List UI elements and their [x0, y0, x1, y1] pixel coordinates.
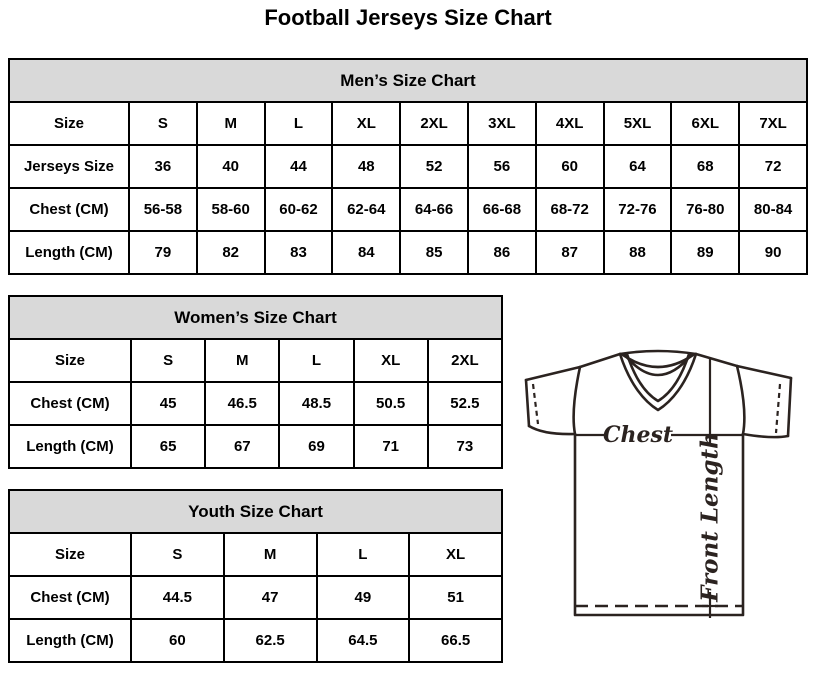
- value-cell: 2XL: [400, 102, 468, 145]
- left-sleeve-cuff-dashed-line: [533, 384, 538, 424]
- value-cell: L: [317, 533, 410, 576]
- value-cell: S: [129, 102, 197, 145]
- value-cell: 56-58: [129, 188, 197, 231]
- value-cell: 44.5: [131, 576, 224, 619]
- value-cell: 65: [131, 425, 205, 468]
- value-cell: S: [131, 339, 205, 382]
- value-cell: 6XL: [671, 102, 739, 145]
- value-cell: 58-60: [197, 188, 265, 231]
- value-cell: 49: [317, 576, 410, 619]
- value-cell: 60-62: [265, 188, 333, 231]
- womens-size-table: [8, 295, 503, 469]
- value-cell: 48.5: [279, 382, 353, 425]
- value-cell: 52.5: [428, 382, 502, 425]
- value-cell: 88: [604, 231, 672, 274]
- table-row: [9, 576, 502, 619]
- value-cell: 68: [671, 145, 739, 188]
- value-cell: 71: [354, 425, 428, 468]
- front-length-label: Front Length: [696, 432, 724, 602]
- womens-table-title: Women’s Size Chart: [9, 296, 502, 339]
- mens-table-title: Men’s Size Chart: [9, 59, 807, 102]
- value-cell: 4XL: [536, 102, 604, 145]
- row-label-cell: Length (CM): [9, 425, 131, 468]
- value-cell: M: [197, 102, 265, 145]
- value-cell: 51: [409, 576, 502, 619]
- value-cell: 87: [536, 231, 604, 274]
- value-cell: 66-68: [468, 188, 536, 231]
- value-cell: 67: [205, 425, 279, 468]
- value-cell: 83: [265, 231, 333, 274]
- value-cell: 60: [131, 619, 224, 662]
- value-cell: 84: [332, 231, 400, 274]
- value-cell: 48: [332, 145, 400, 188]
- value-cell: L: [279, 339, 353, 382]
- row-label-cell: Jerseys Size: [9, 145, 129, 188]
- left-sleeve-outer-edge: [526, 380, 529, 426]
- right-sleeve-bottom-edge: [743, 434, 788, 437]
- right-sleeve-cuff-dashed-line: [776, 384, 780, 433]
- value-cell: 36: [129, 145, 197, 188]
- value-cell: XL: [332, 102, 400, 145]
- value-cell: 68-72: [536, 188, 604, 231]
- table-row: [9, 188, 807, 231]
- value-cell: 64-66: [400, 188, 468, 231]
- left-armhole-seam: [574, 367, 580, 434]
- table-title-row: [9, 59, 807, 102]
- value-cell: 66.5: [409, 619, 502, 662]
- value-cell: M: [205, 339, 279, 382]
- page-title: Football Jerseys Size Chart: [264, 5, 552, 30]
- value-cell: 50.5: [354, 382, 428, 425]
- value-cell: 82: [197, 231, 265, 274]
- row-label-cell: Size: [9, 339, 131, 382]
- value-cell: 44: [265, 145, 333, 188]
- row-label-cell: Length (CM): [9, 231, 129, 274]
- row-label-cell: Chest (CM): [9, 382, 131, 425]
- table-row: [9, 619, 502, 662]
- value-cell: 86: [468, 231, 536, 274]
- youth-size-table: [8, 489, 503, 663]
- table-row: [9, 533, 502, 576]
- row-label-cell: Chest (CM): [9, 576, 131, 619]
- value-cell: 62-64: [332, 188, 400, 231]
- left-shoulder-seam: [526, 354, 620, 380]
- value-cell: 2XL: [428, 339, 502, 382]
- collar-top-edge: [620, 351, 696, 354]
- value-cell: 80-84: [739, 188, 807, 231]
- table-row: [9, 145, 807, 188]
- value-cell: 60: [536, 145, 604, 188]
- row-label-cell: Size: [9, 533, 131, 576]
- mens-size-table: [8, 58, 808, 275]
- table-title-row: [9, 490, 502, 533]
- value-cell: 69: [279, 425, 353, 468]
- value-cell: 45: [131, 382, 205, 425]
- value-cell: 72: [739, 145, 807, 188]
- youth-table-title: Youth Size Chart: [9, 490, 502, 533]
- left-sleeve-bottom-edge: [529, 426, 575, 434]
- value-cell: 64.5: [317, 619, 410, 662]
- value-cell: M: [224, 533, 317, 576]
- jersey-outline-drawing: [510, 340, 810, 640]
- value-cell: 79: [129, 231, 197, 274]
- right-sleeve-outer-edge: [788, 378, 791, 436]
- value-cell: 3XL: [468, 102, 536, 145]
- value-cell: L: [265, 102, 333, 145]
- value-cell: 73: [428, 425, 502, 468]
- row-label-cell: Length (CM): [9, 619, 131, 662]
- value-cell: 52: [400, 145, 468, 188]
- table-row: [9, 425, 502, 468]
- row-label-cell: Chest (CM): [9, 188, 129, 231]
- value-cell: XL: [409, 533, 502, 576]
- value-cell: 40: [197, 145, 265, 188]
- table-row: [9, 231, 807, 274]
- value-cell: 46.5: [205, 382, 279, 425]
- value-cell: 90: [739, 231, 807, 274]
- value-cell: 76-80: [671, 188, 739, 231]
- row-label-cell: Size: [9, 102, 129, 145]
- value-cell: 47: [224, 576, 317, 619]
- value-cell: 56: [468, 145, 536, 188]
- value-cell: 72-76: [604, 188, 672, 231]
- table-row: [9, 339, 502, 382]
- value-cell: 85: [400, 231, 468, 274]
- table-row: [9, 102, 807, 145]
- table-title-row: [9, 296, 502, 339]
- table-row: [9, 382, 502, 425]
- right-armhole-seam: [737, 366, 744, 434]
- value-cell: S: [131, 533, 224, 576]
- value-cell: XL: [354, 339, 428, 382]
- value-cell: 7XL: [739, 102, 807, 145]
- chest-label: Chest: [602, 422, 674, 448]
- value-cell: 89: [671, 231, 739, 274]
- value-cell: 64: [604, 145, 672, 188]
- value-cell: 62.5: [224, 619, 317, 662]
- jersey-measurement-diagram: [510, 340, 810, 640]
- value-cell: 5XL: [604, 102, 672, 145]
